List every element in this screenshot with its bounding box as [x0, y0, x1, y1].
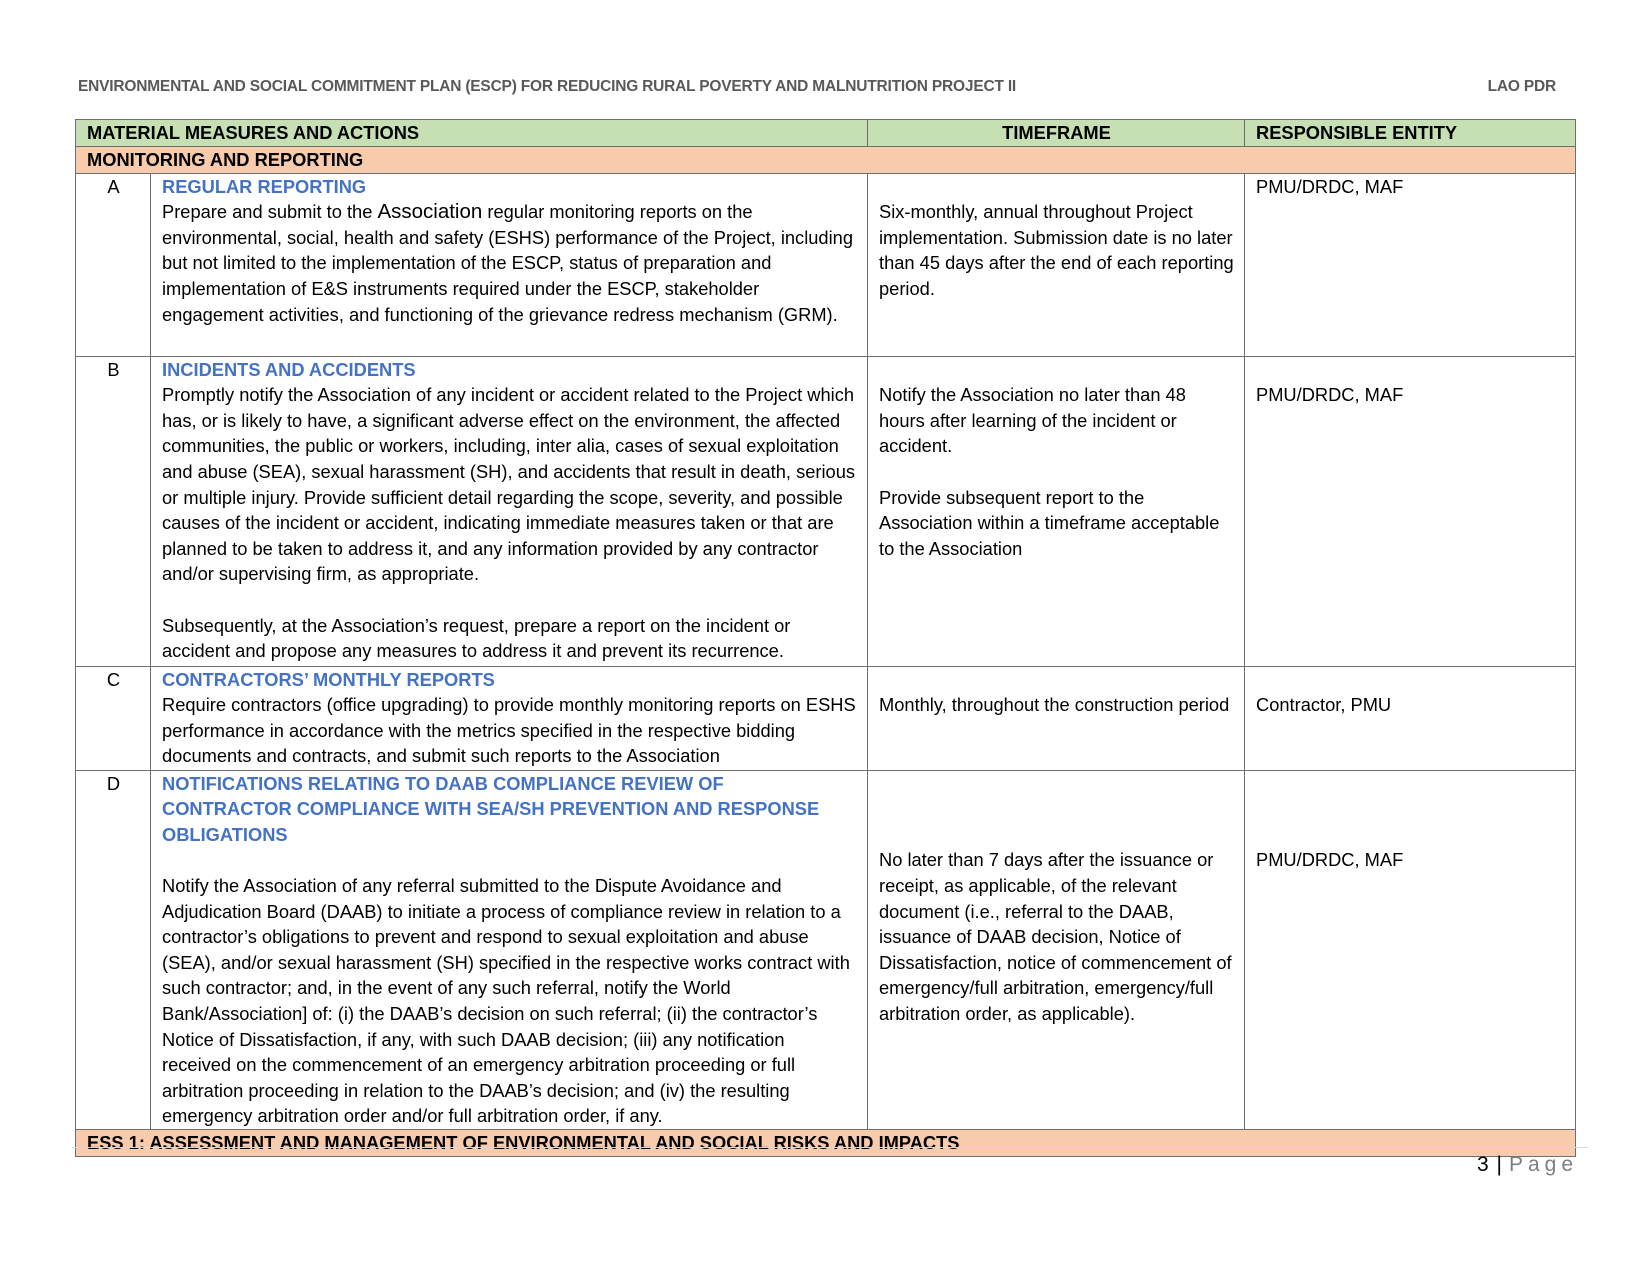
measure-cell: [151, 356, 868, 666]
timeframe-text: Monthly, throughout the construction period: [879, 694, 1230, 716]
item-text: Notify the Association of any referral submitted to the Dispute Avoidance and Adjudication Board (DAAB) to initiate a process of compliance review in relation to a contractor’s obligations to prevent and respond to sexual exploitation and abuse (SEA), and/or sexual harassment (SH) specified in the respective works contract with such contractor; and, in the event of any such referral, notify the World Bank/Association] of: (i) the DAAB’s decision on such referral; (ii) the contractor’s Notice of Dissatisfaction, if any, with such DAAB decision; (iii) any notification received on the commencement of an emergency arbitration proceeding or full arbitration proceeding in relation to the DAAB’s decision; and (iv) the resulting emergency arbitration order and/or full arbitration order, if any.: [162, 874, 850, 1127]
item-title: INCIDENTS AND ACCIDENTS: [162, 358, 416, 380]
column-header-timeframe: TIMEFRAME: [868, 120, 1245, 147]
document-header-title: ENVIRONMENTAL AND SOCIAL COMMITMENT PLAN (ESCP) FOR REDUCING RURAL POVERTY AND MALNUTRITION PROJECT II: [78, 78, 1017, 95]
row-letter: C: [76, 666, 151, 770]
item-text: Prepare and submit to the Association regular monitoring reports on the environmental, social, health and safety (ESHS) performance of the Project, including but not limited to the implementation of the ESCP, status of preparation and implementation of E&S instruments required under the ESCP, stakeholder engagement activities, and functioning of the grievance redress mechanism (GRM).: [162, 200, 853, 325]
entity-cell: [1245, 666, 1576, 770]
page-label: Page: [1508, 1153, 1578, 1176]
row-letter: A: [76, 173, 151, 356]
table-row-b: [76, 356, 1576, 666]
column-header-measures: MATERIAL MEASURES AND ACTIONS: [76, 120, 868, 147]
entity-text: PMU/DRDC, MAF: [1256, 384, 1404, 406]
timeframe-text: Six-monthly, annual throughout Project implementation. Submission date is no later than 45 days after the end of each reporting period.: [879, 201, 1234, 299]
document-header-country: LAO PDR: [1487, 78, 1556, 95]
measure-cell: [151, 173, 868, 356]
section-row-monitoring: [76, 147, 1576, 174]
escp-table: [75, 119, 1576, 1157]
entity-text: PMU/DRDC, MAF: [1256, 849, 1404, 871]
page-number-value: 3: [1476, 1153, 1490, 1176]
timeframe-text: Notify the Association no later than 48 hours after learning of the incident or accident.: [879, 384, 1186, 457]
timeframe-text-followup: Provide subsequent report to the Association within a timeframe acceptable to the Association: [879, 486, 1220, 559]
section-row-ess1: [76, 1129, 1576, 1156]
table-row-d: [76, 770, 1576, 1129]
footer-divider: [72, 1147, 1588, 1148]
timeframe-cell: [868, 173, 1245, 356]
row-letter: D: [76, 770, 151, 1129]
table-header-row: [76, 120, 1576, 147]
item-title: CONTRACTORS’ MONTHLY REPORTS: [162, 668, 495, 690]
measure-cell: [151, 666, 868, 770]
timeframe-text: No later than 7 days after the issuance or receipt, as applicable, of the relevant document (i.e., referral to the DAAB, issuance of DAAB decision, Notice of Dissatisfaction, notice of commencement of emergency/full arbitration, emergency/full arbitration order, as applicable).: [879, 849, 1232, 1024]
item-text-followup: Subsequently, at the Association’s request, prepare a report on the incident or accident and propose any measures to address it and prevent its recurrence.: [162, 614, 791, 662]
section-title-ess1: ESS 1: ASSESSMENT AND MANAGEMENT OF ENVIRONMENTAL AND SOCIAL RISKS AND IMPACTS: [76, 1129, 1576, 1156]
table-row-c: [76, 666, 1576, 770]
item-text: Promptly notify the Association of any incident or accident related to the Project which has, or is likely to have, a significant adverse effect on the environment, the affected communities, the public or workers, including, inter alia, cases of sexual exploitation and abuse (SEA), sexual harassment (SH), and accidents that result in death, serious or multiple injury. Provide sufficient detail regarding the scope, severity, and possible causes of the incident or accident, indicating immediate measures taken or that are planned to be taken to address it, and any information provided by any contractor and/or supervising firm, as appropriate.: [162, 384, 856, 585]
page-number-separator: |: [1496, 1153, 1503, 1176]
page-number: [1477, 1153, 1578, 1177]
entity-cell: PMU/DRDC, MAF: [1245, 173, 1576, 356]
timeframe-cell: [868, 356, 1245, 666]
row-letter: B: [76, 356, 151, 666]
column-header-entity: RESPONSIBLE ENTITY: [1245, 120, 1576, 147]
entity-cell: [1245, 356, 1576, 666]
section-title-monitoring: MONITORING AND REPORTING: [76, 147, 1576, 174]
timeframe-cell: [868, 666, 1245, 770]
item-title: REGULAR REPORTING: [162, 175, 367, 197]
table-row-a: [76, 173, 1576, 356]
timeframe-cell: [868, 770, 1245, 1129]
measure-cell: [151, 770, 868, 1129]
entity-text: Contractor, PMU: [1256, 694, 1392, 716]
item-text: Require contractors (office upgrading) to provide monthly monitoring reports on ESHS performance in accordance with the metrics specified in the respective bidding documents and contracts, and submit such reports to the Association: [162, 694, 856, 767]
entity-cell: [1245, 770, 1576, 1129]
item-title: NOTIFICATIONS RELATING TO DAAB COMPLIANCE REVIEW OF CONTRACTOR COMPLIANCE WITH SEA/SH PREVENTION AND RESPONSE OBLIGATIONS: [162, 772, 820, 845]
